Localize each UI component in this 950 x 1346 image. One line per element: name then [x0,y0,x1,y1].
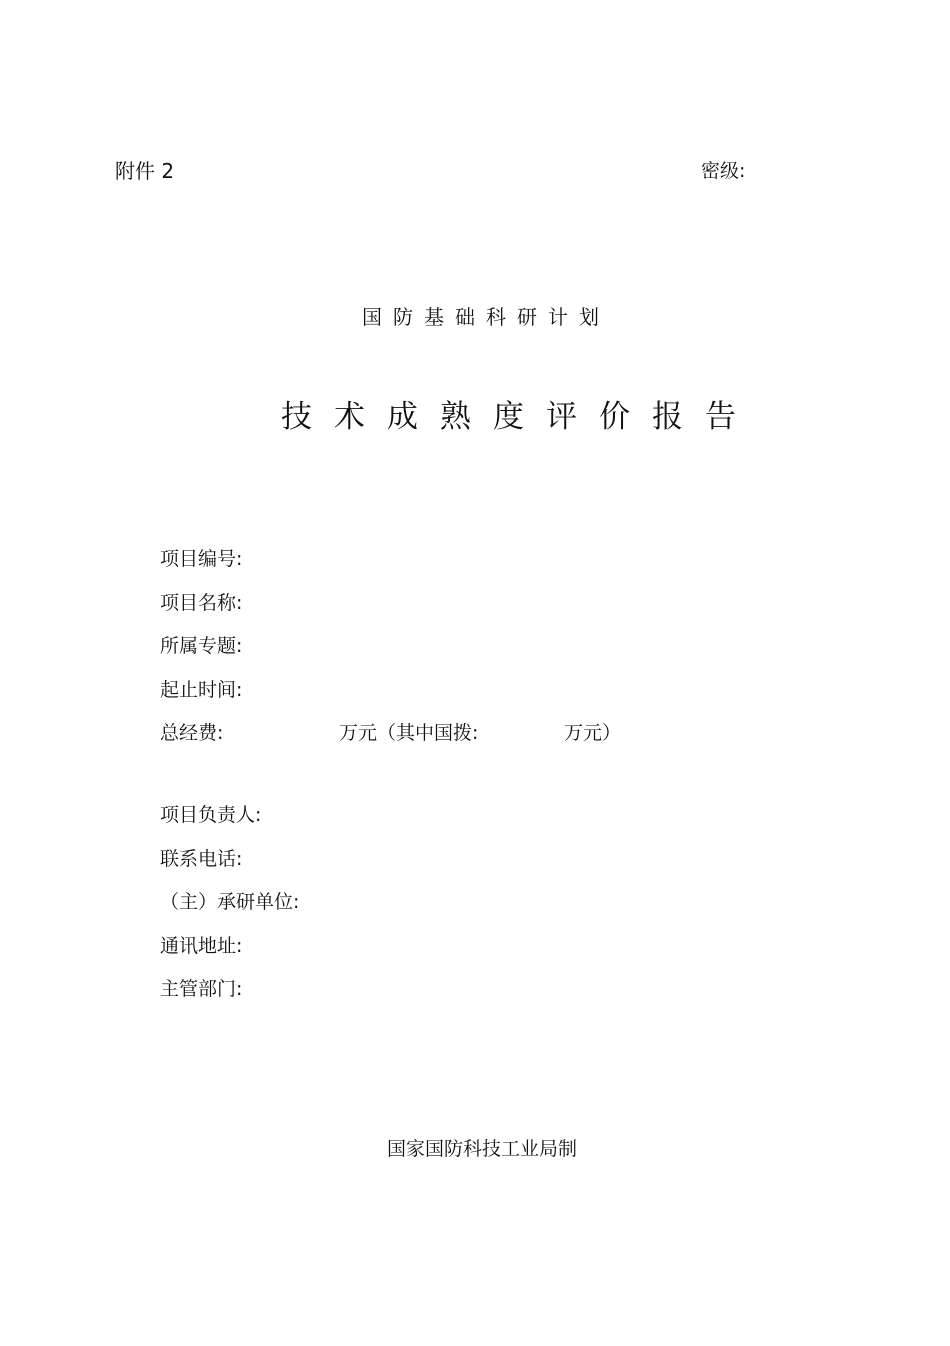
field-project-leader: 项目负责人: [160,804,262,826]
field-address: 通讯地址: [160,935,243,957]
program-name: 国防基础科研计划 [362,305,610,329]
field-period: 起止时间: [160,679,243,701]
field-authority: 主管部门: [160,978,243,1000]
funding-unit-close: 万元） [564,722,622,744]
field-project-name: 项目名称: [160,592,243,614]
classification-label: 密级: [701,160,746,182]
funding-unit-national: 万元（其中国拨: [339,722,479,744]
field-total-funding: 总经费: [160,722,224,744]
attachment-label: 附件 2 [115,159,175,183]
field-topic: 所属专题: [160,635,243,657]
field-phone: 联系电话: [160,848,243,870]
field-research-unit: （主）承研单位: [160,891,300,913]
issuer-footer: 国家国防科技工业局制 [387,1138,578,1160]
field-project-number: 项目编号: [160,548,243,570]
report-title: 技术成熟度评价报告 [281,399,758,435]
